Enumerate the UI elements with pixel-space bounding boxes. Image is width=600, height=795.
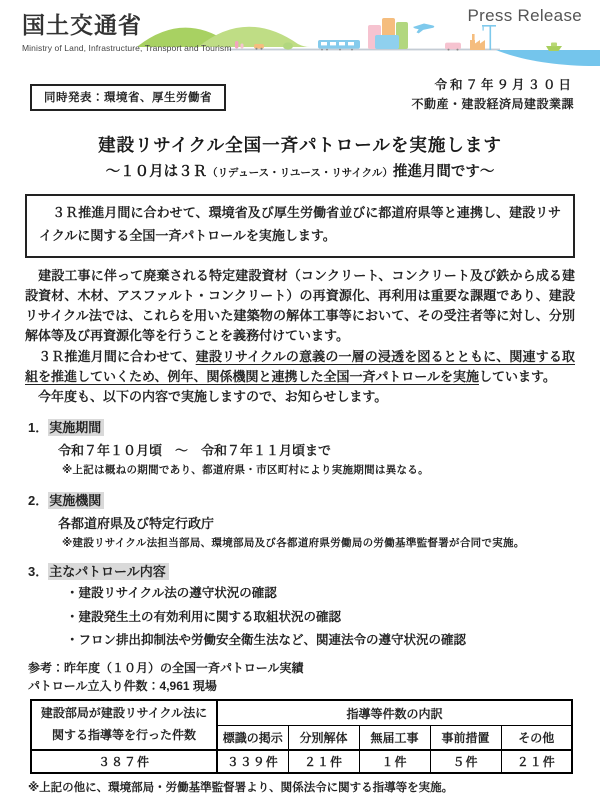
paragraph-2-prefix: ３Ｒ推進月間に合わせて、 [25,348,196,364]
table-value-5: ２１件 [501,750,572,773]
paragraph-1: 建設工事に伴って廃棄される特定建設資材（コンクリート、コンクリート及び鉄から成る建設資材、木材、アスファルト・コンクリート）の再資源化、再利用は重要な課題であり、建設リサイクル法では、これらを用いた建築物の解体工事等において、その受注者等に対し、分別解体等及び再資源化等を行うことを義務付けています。 [25,267,575,344]
table-left-header: 建設部局が建設リサイクル法に関する指導等を行った件数 [31,700,217,749]
section-1-note: ※上記は概ねの期間であり、都道府県・市区町村により実施期間は異なる。 [62,464,429,477]
section-1-heading [28,417,600,436]
paragraph-2 [25,347,575,388]
section-2-note: ※建設リサイクル法担当部局、環境部局及び各都道府県労働局の労働基準監督署が合同で実施。 [62,537,525,550]
joint-announcement-box: 同時発表：環境省、厚生労働省 [30,84,226,111]
table-row [31,700,572,725]
ministry-name: 国土交通省 [22,12,142,38]
section-3-title: 主なパトロール内容 [48,563,168,580]
reference-title: 参考：昨年度（１０月）の全国一斉パトロール実績 [28,661,304,676]
paragraph-2-underlined: 建設リサイクルの意義の一層の浸透を図るとともに、関連する取組を推進していくため、例年、関係機関と連携した全国一斉パトロールを実施 [25,348,575,384]
paragraph-3: 今年度も、以下の内容で実施しますので、お知らせします。 [25,389,388,405]
subtitle-parenthetical: （リデュース・リユース・リサイクル） [207,167,393,179]
subtitle-suffix: 推進月間です～ [392,164,495,180]
ministry-name-en: Ministry of Land, Infrastructure, Transport and Tourism [22,42,232,53]
table-group-header: 指導等件数の内訳 [217,700,572,725]
table-row [31,750,572,773]
section-3-number: 3． [28,564,49,580]
guidance-stats-table [30,699,573,773]
table-col-header-1: 標識の掲示 [217,725,288,750]
mlit-logo [22,12,231,53]
section-2-number: 2． [28,493,49,509]
date-block [411,76,574,113]
table-col-header-4: 事前措置 [430,725,501,750]
issuing-department: 不動産・建設経済局建設業課 [411,96,574,111]
section-2-title: 実施機関 [48,492,104,509]
sea-graphic [496,50,600,66]
footer-note: ※上記の他に、環境部局・労働基準監督署より、関係法令に関する指導等を実施。 [28,781,454,794]
section-3-heading [28,561,600,580]
table-value-1: ３３９件 [217,750,288,773]
bus-icon [445,43,461,51]
body-text [25,266,575,408]
buildings-graphic [368,18,408,49]
table-col-header-3: 無届工事 [359,725,430,750]
table-value-4: ５件 [430,750,501,773]
press-release-label: Press Release [467,6,582,25]
bush-icon [283,42,293,49]
section-1-number: 1． [28,420,49,436]
factory-icon [470,25,496,50]
reference-block [28,659,600,695]
table-left-value: ３８７件 [31,750,217,773]
section-1-period: 令和７年１０月頃 ～ 令和７年１１月頃まで [58,443,332,459]
subtitle-prefix: ～１０月は３Ｒ [105,164,208,180]
table-col-header-2: 分別解体 [288,725,359,750]
meta-row [0,76,600,124]
boat-icon [546,43,562,52]
summary-box: ３Ｒ推進月間に合わせて、環境省及び厚生労働省並びに都道府県等と連携し、建設リサイクルに関する全国一斉パトロールを実施します。 [25,194,575,258]
page-title: 建設リサイクル全国一斉パトロールを実施します [98,135,502,155]
title-block [0,132,600,181]
paragraph-2-suffix: しています。 [478,368,556,384]
table-value-3: １件 [359,750,430,773]
section-2-agency: 各都道府県及び特定行政庁 [58,516,215,532]
table-value-2: ２１件 [288,750,359,773]
patrol-item-3: ・フロン排出抑制法や労働安全衛生法など、関連法令の遵守状況の確認 [66,633,467,648]
release-date: 令和７年９月３０日 [434,78,574,92]
patrol-count: パトロール立入り件数：4,961 現場 [28,679,217,694]
page-subtitle [0,160,600,181]
section-2-heading [28,490,600,509]
header-banner [0,0,600,76]
table-col-header-5: その他 [501,725,572,750]
patrol-item-2: ・建設発生土の有効利用に関する取組状況の確認 [66,609,342,624]
patrol-item-1: ・建設リサイクル法の遵守状況の確認 [66,586,277,601]
section-1-title: 実施期間 [48,419,104,436]
plane-icon [413,24,434,34]
